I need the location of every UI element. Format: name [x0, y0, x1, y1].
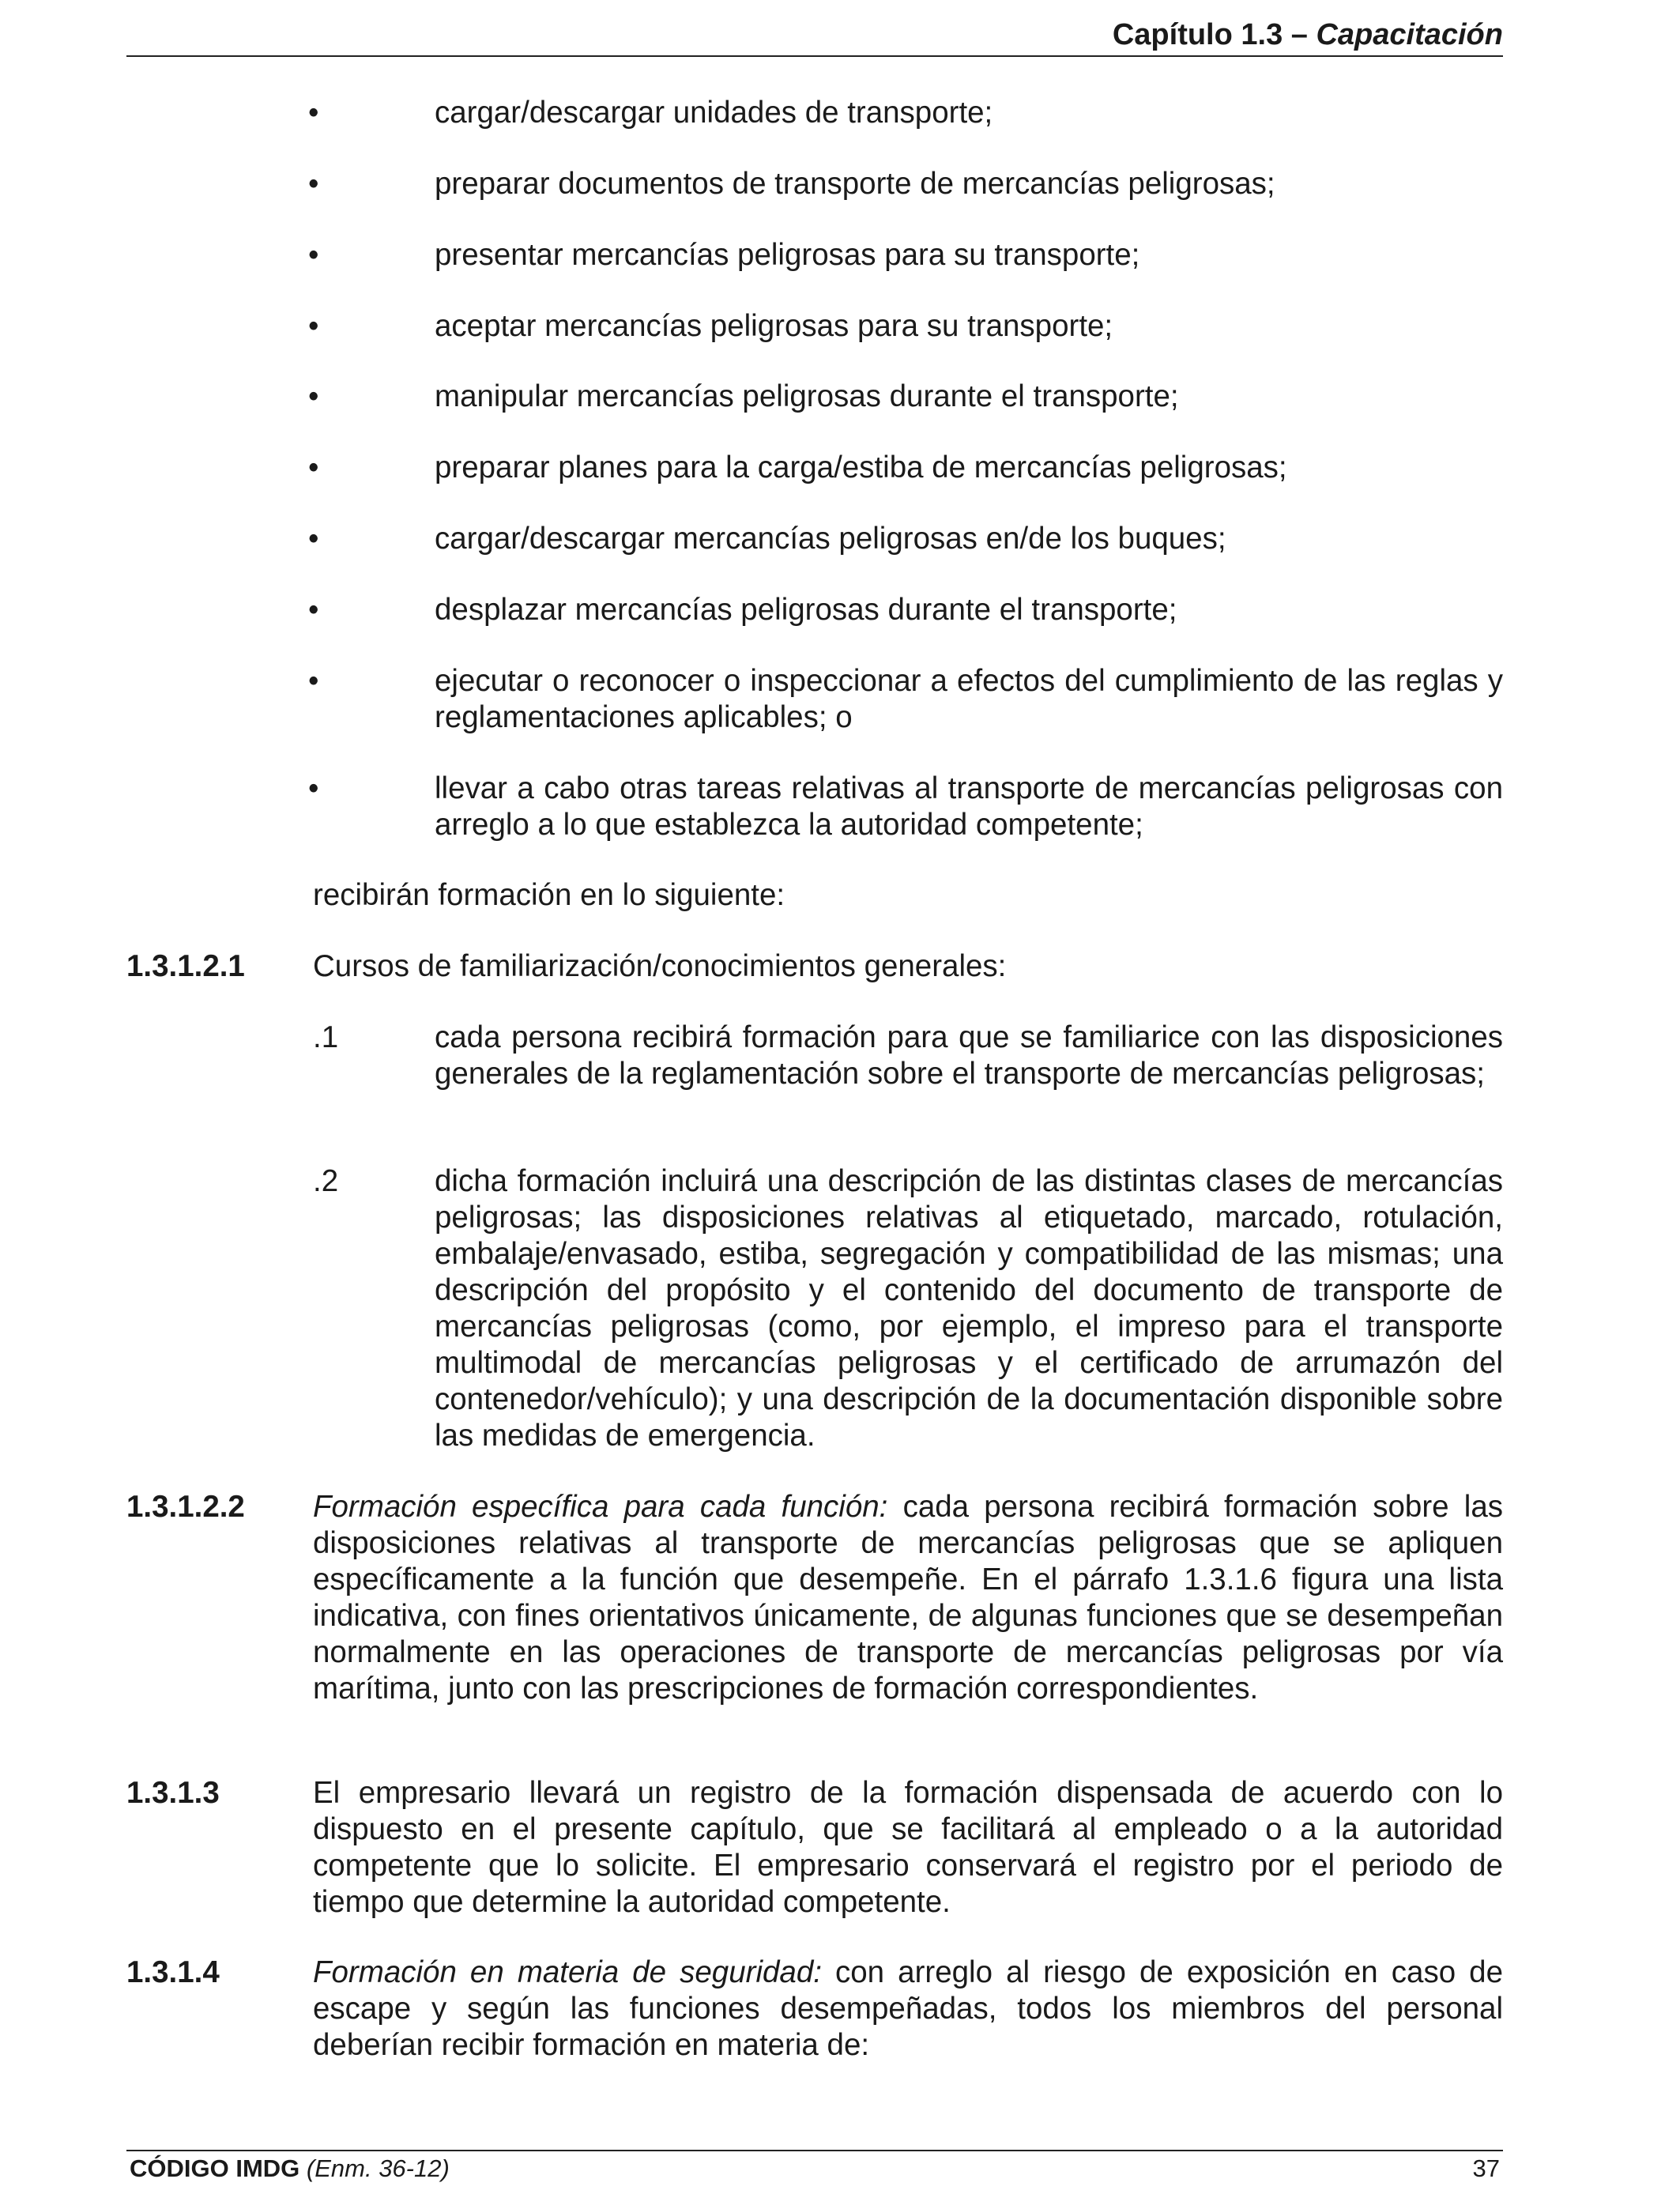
item-number: .1 [313, 1020, 339, 1054]
list-item-text: aceptar mercancías peligrosas para su transporte; [435, 309, 1113, 343]
list-item-text: manipular mercancías peligrosas durante el transporte; [435, 379, 1179, 413]
bullet-marker: • [308, 96, 319, 130]
item-number: .2 [313, 1164, 339, 1198]
section-paragraph [313, 1955, 1503, 2064]
bullet-marker: • [308, 379, 319, 413]
running-header [126, 14, 1503, 57]
bullet-marker: • [308, 238, 319, 272]
section-number: 1.3.1.2.2 [126, 1490, 245, 1524]
section-number: 1.3.1.2.1 [126, 949, 245, 983]
code-name: CÓDIGO IMDG [130, 2154, 300, 2182]
item-text: dicha formación incluirá una descripción de las distintas clases de mercancías peligrosas; las disposiciones relativas al etiquetado, marcado, rotulación, embalaje/envasado, estiba, segregación y compatibilidad de las mismas; una descripción del propósito y el contenido del documento de transporte de mercancías peligrosas (como, por ejemplo, el impreso para el transporte multimodal de mercancías peligrosas y el certificado de arrumazón del contenedor/vehículo); y una descripción de la documentación disponible sobre las medidas de emergencia. [435, 1164, 1503, 1453]
section-text: con arreglo al riesgo de exposición en caso de escape y según las funciones desempeñadas, todos los miembros del personal deberían recibir formación en materia de: [313, 1955, 1503, 2062]
bullet-marker: • [308, 522, 319, 556]
list-item-text: preparar documentos de transporte de mercancías peligrosas; [435, 167, 1275, 201]
list-item-text: presentar mercancías peligrosas para su transporte; [435, 238, 1140, 272]
section-heading: Cursos de familiarización/conocimientos generales: [313, 949, 1007, 983]
bullet-marker: • [308, 771, 319, 805]
amendment-label: (Enm. 36-12) [306, 2154, 450, 2182]
page-number: 37 [1472, 2154, 1500, 2182]
bullet-marker: • [308, 664, 319, 698]
section-paragraph [313, 1489, 1503, 1707]
chapter-label: Capítulo 1.3 – [1112, 18, 1308, 51]
section-paragraph: El empresario llevará un registro de la formación dispensada de acuerdo con lo dispuesto en el presente capítulo, que se facilitará al empleado o a la autoridad competente que lo solicite. El empresario conservará el registro por el periodo de tiempo que determine la autoridad competente. [313, 1776, 1503, 1919]
section-title: Formación en materia de seguridad: [313, 1955, 822, 1989]
list-item-text: cargar/descargar unidades de transporte; [435, 96, 993, 130]
section-number: 1.3.1.3 [126, 1776, 220, 1810]
running-footer [126, 2150, 1503, 2182]
list-item-text: preparar planes para la carga/estiba de mercancías peligrosas; [435, 450, 1287, 484]
section-title: Formación específica para cada función: [313, 1490, 888, 1524]
bullet-marker: • [308, 167, 319, 201]
list-item-text: desplazar mercancías peligrosas durante el transporte; [435, 593, 1177, 627]
section-number: 1.3.1.4 [126, 1955, 220, 1989]
list-item-text: ejecutar o reconocer o inspeccionar a efectos del cumplimiento de las reglas y reglamentaciones aplicables; o [435, 664, 1503, 734]
bullet-marker: • [308, 450, 319, 484]
list-item-text: llevar a cabo otras tareas relativas al transporte de mercancías peligrosas con arreglo a lo que establezca la autoridad competente; [435, 771, 1503, 842]
bullet-marker: • [308, 593, 319, 627]
footer-code [130, 2153, 450, 2185]
list-item-text: cargar/descargar mercancías peligrosas en/de los buques; [435, 522, 1226, 556]
section-text: cada persona recibirá formación sobre las disposiciones relativas al transporte de mercancías peligrosas que se apliquen específicamente a la función que desempeñe. En el párrafo 1.3.1.6 figura una lista indicativa, con fines orientativos únicamente, de algunas funciones que se desempeñan normalmente en las operaciones de transporte de mercancías peligrosas por vía marítima, junto con las prescripciones de formación correspondientes. [313, 1490, 1503, 1706]
item-text: cada persona recibirá formación para que se familiarice con las disposiciones generales de la reglamentación sobre el transporte de mercancías peligrosas; [435, 1020, 1503, 1091]
chapter-topic: Capacitación [1316, 18, 1503, 51]
list-lead-out: recibirán formación en lo siguiente: [313, 878, 785, 912]
bullet-marker: • [308, 309, 319, 343]
